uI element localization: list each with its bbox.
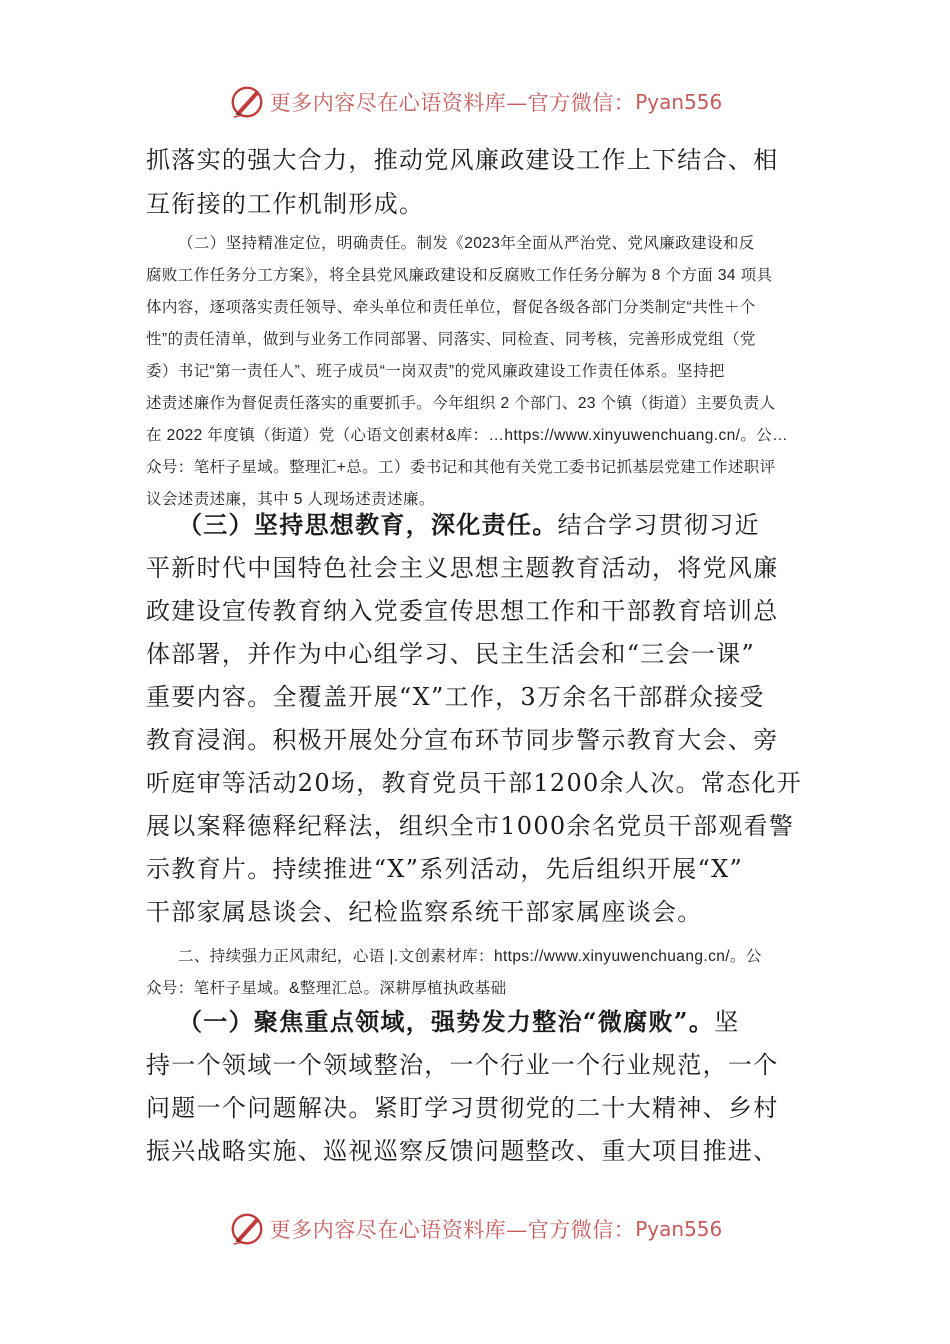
banner-wechat-id: Pyan556 bbox=[635, 90, 723, 114]
small-paragraph-line: 委）书记“第一责任人”、班子成员“一岗双责”的党风廉政建设工作责任体系。坚持把 bbox=[146, 363, 725, 380]
section-heading: （三）坚持思想教育，深化责任。 bbox=[178, 510, 558, 539]
paragraph-line: 平新时代中国特色社会主义思想主题教育活动，将党风廉 bbox=[146, 554, 779, 582]
small-paragraph-line: 众号：笔杆子星域。&整理汇总。深耕厚植执政基础 bbox=[146, 980, 507, 997]
banner-text: 更多内容尽在心语资料库—官方微信： bbox=[269, 91, 636, 115]
paragraph-line: 政建设宣传教育纳入党委宣传思想工作和干部教育培训总 bbox=[146, 597, 779, 625]
small-paragraph-line: 在 2022 年度镇（街道）党（心语文创素材&库：…https://www.xinyuwenchuang.cn/。公… bbox=[146, 427, 789, 444]
section-heading: （一）聚焦重点领域，强势发力整治“微腐败”。 bbox=[178, 1007, 715, 1036]
section-heading-line bbox=[178, 1000, 808, 1044]
paragraph-line: 互衔接的工作机制形成。 bbox=[146, 190, 425, 218]
paragraph-line: 抓落实的强大合力，推动党风廉政建设工作上下结合、相 bbox=[146, 146, 779, 174]
paragraph-line: 振兴战略实施、巡视巡察反馈问题整改、重大项目推进、 bbox=[146, 1137, 779, 1165]
small-paragraph-line: （二）坚持精准定位，明确责任。制发《2023年全面从严治党、党风廉政建设和反 bbox=[178, 235, 755, 252]
small-paragraph-line: 体内容，逐项落实责任领导、牵头单位和责任单位，督促各级各部门分类制定“共性＋个 bbox=[146, 299, 756, 316]
paragraph-line: 体部署，并作为中心组学习、民主生活会和“三会一课” bbox=[146, 640, 756, 668]
small-paragraph-line: 议会述责述廉，其中 5 人现场述责述廉。 bbox=[146, 491, 435, 508]
paragraph-line: 持一个领域一个领域整治，一个行业一个行业规范，一个 bbox=[146, 1051, 779, 1079]
paragraph-line: 展以案释德释纪释法，组织全市1000余名党员干部观看警 bbox=[146, 812, 795, 840]
paragraph-line: 教育浸润。积极开展处分宣布环节同步警示教育大会、旁 bbox=[146, 726, 779, 754]
paragraph-line: 问题一个问题解决。紧盯学习贯彻党的二十大精神、乡村 bbox=[146, 1094, 779, 1122]
small-paragraph-line: 腐败工作任务分工方案》，将全县党风廉政建设和反腐败工作任务分解为 8 个方面 34 项具 bbox=[146, 267, 773, 284]
section-heading-line bbox=[178, 503, 808, 547]
small-paragraph-line: 性”的责任清单，做到与业务工作同部署、同落实、同检查、同考核，完善形成党组（党 bbox=[146, 331, 756, 348]
pen-logo-icon bbox=[228, 1210, 266, 1248]
paragraph-line: 听庭审等活动20场，教育党员干部1200余人次。常态化开 bbox=[146, 769, 803, 797]
paragraph-line: 重要内容。全覆盖开展“X”工作，3万余名干部群众接受 bbox=[146, 683, 765, 711]
paragraph-text: 结合学习贯彻习近 bbox=[557, 511, 760, 539]
paragraph-line: 干部家属恳谈会、纪检监察系统干部家属座谈会。 bbox=[146, 898, 703, 926]
paragraph-text: 坚 bbox=[714, 1008, 740, 1036]
banner-text: 更多内容尽在心语资料库—官方微信： bbox=[269, 1218, 636, 1242]
small-paragraph-line: 述责述廉作为督促责任落实的重要抓手。今年组织 2 个部门、23 个镇（街道）主要负责人 bbox=[146, 395, 776, 412]
paragraph-line: 示教育片。持续推进“X”系列活动，先后组织开展“X” bbox=[146, 855, 744, 883]
banner-wechat-id: Pyan556 bbox=[635, 1217, 723, 1241]
header-banner bbox=[0, 82, 950, 122]
footer-banner bbox=[0, 1209, 950, 1249]
pen-logo-icon bbox=[228, 83, 266, 121]
small-paragraph-line: 众号：笔杆子星域。整理汇+总。工）委书记和其他有关党工委书记抓基层党建工作述职评 bbox=[146, 459, 776, 476]
small-paragraph-line: 二、持续强力正风肃纪，心语 |.文创素材库：https://www.xinyuwenchuang.cn/。公 bbox=[178, 948, 762, 965]
